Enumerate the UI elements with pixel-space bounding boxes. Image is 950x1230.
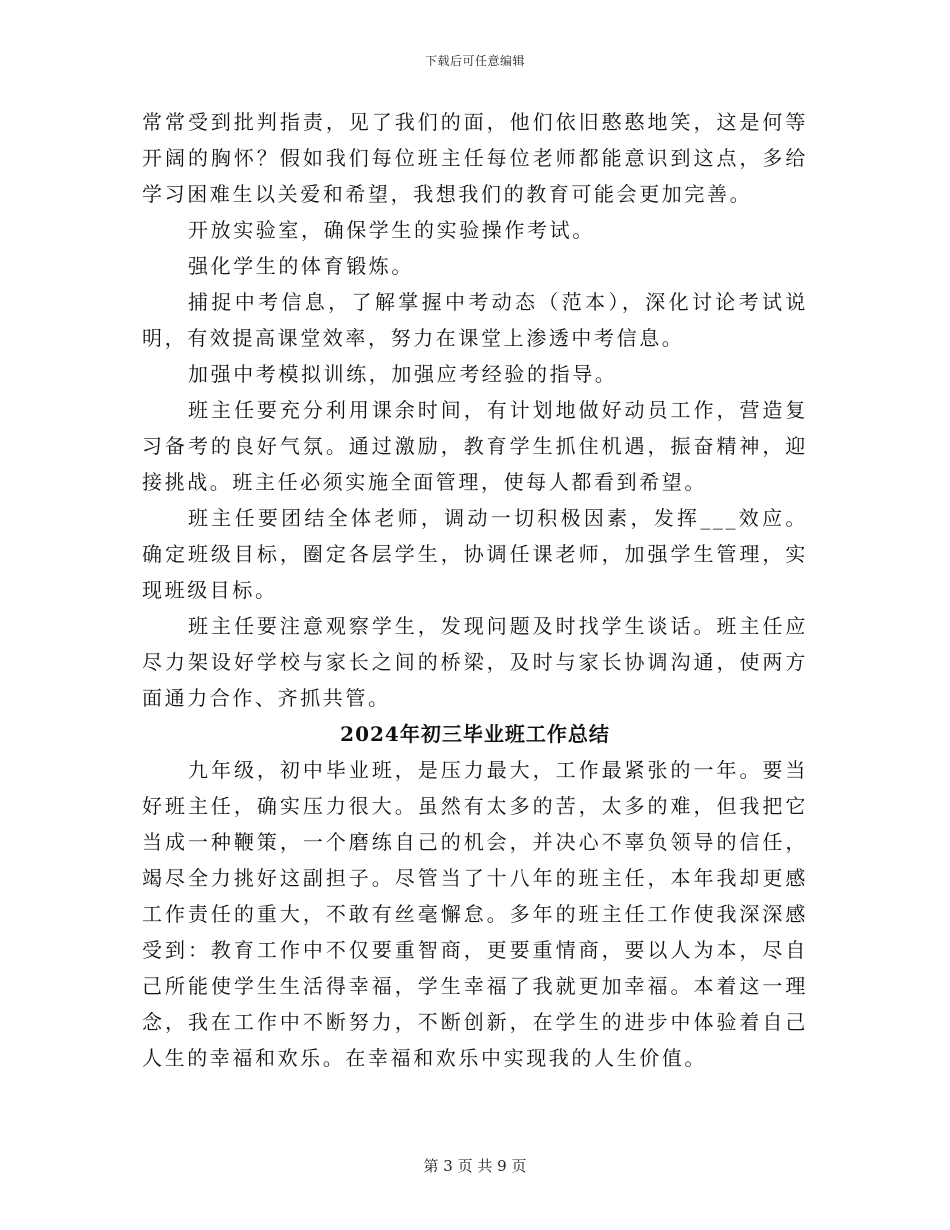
paragraph: 捕捉中考信息，了解掌握中考动态（范本），深化讨论考试说明，有效提高课堂效率，努力在课堂上渗透中考信息。 [142, 290, 808, 350]
header-note: 下载后可任意编辑 [424, 54, 525, 68]
paragraph: 班主任要团结全体老师，调动一切积极因素，发挥___效应。确定班级目标，圈定各层学生，协调任课老师，加强学生管理，实现班级目标。 [142, 506, 808, 602]
paragraph: 加强中考模拟训练，加强应考经验的指导。 [188, 362, 618, 386]
page-indicator: 第 3 页 共 9 页 [423, 1157, 527, 1175]
paragraph: 班主任要充分利用课余时间，有计划地做好动员工作，营造复习备考的良好气氛。通过激励，教育学生抓住机遇，振奋精神，迎接挑战。班主任必须实施全面管理，使每人都看到希望。 [142, 398, 808, 494]
paragraph: 九年级，初中毕业班，是压力最大，工作最紧张的一年。要当好班主任，确实压力很大。虽然有太多的苦，太多的难，但我把它当成一种鞭策，一个磨练自己的机会，并决心不辜负领导的信任，竭尽全力挑好这副担子。尽管当了十八年的班主任，本年我却更感工作责任的重大，不敢有丝毫懈怠。多年的班主任工作使我深深感受到：教育工作中不仅要重智商，更要重情商，要以人为本，尽自己所能使学生生活得幸福，学生幸福了我就更加幸福。本着这一理念，我在工作中不断努力，不断创新，在学生的进步中体验着自己人生的幸福和欢乐。在幸福和欢乐中实现我的人生价值。 [142, 758, 808, 1070]
paragraph: 常常受到批判指责，见了我们的面，他们依旧憨憨地笑，这是何等开阔的胸怀？假如我们每位班主任每位老师都能意识到这点，多给学习困难生以关爱和希望，我想我们的教育可能会更加完善。 [142, 110, 808, 206]
document-body [142, 104, 808, 1076]
paragraph: 班主任要注意观察学生，发现问题及时找学生谈话。班主任应尽力架设好学校与家长之间的桥梁，及时与家长协调沟通，使两方面通力合作、齐抓共管。 [142, 614, 808, 710]
section-title: 2024年初三毕业班工作总结 [340, 722, 610, 746]
paragraph: 强化学生的体育锻炼。 [188, 254, 414, 278]
paragraph: 开放实验室，确保学生的实验操作考试。 [188, 218, 595, 242]
